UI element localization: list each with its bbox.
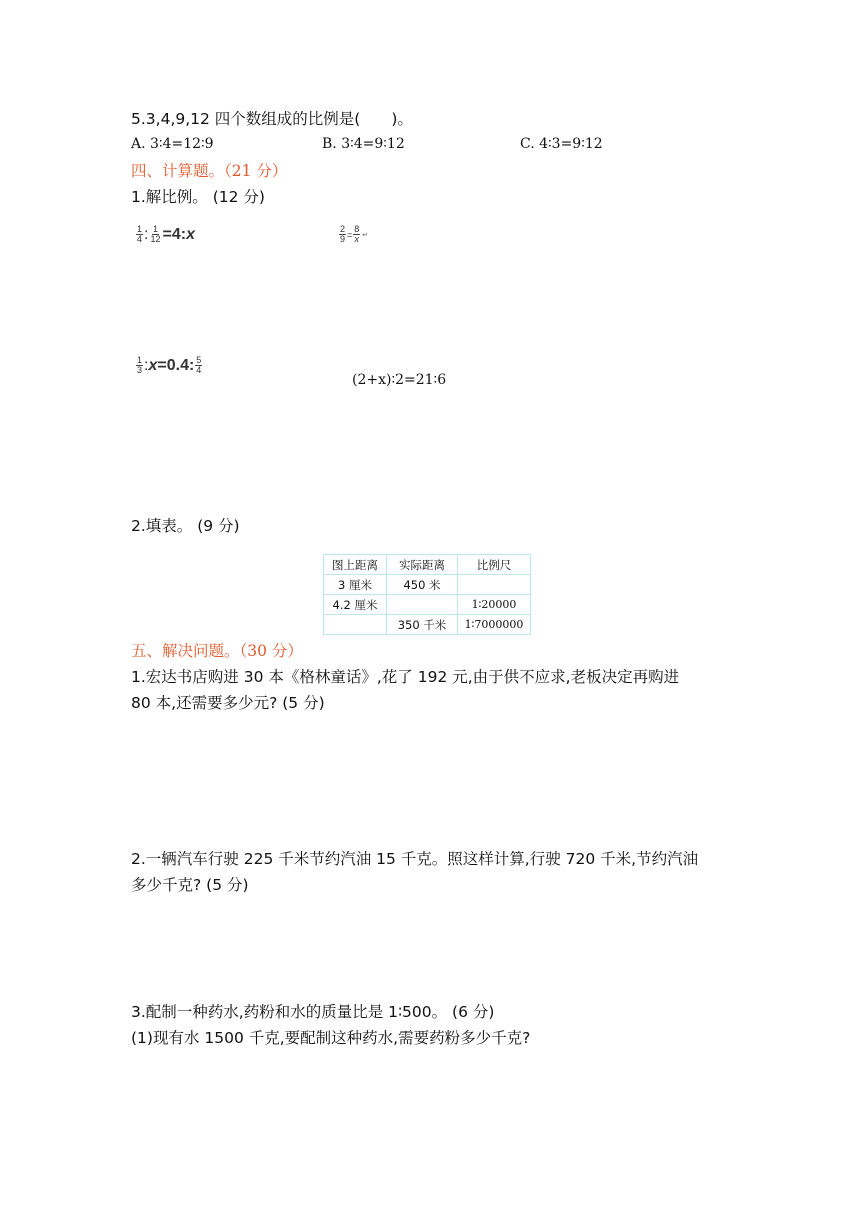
table-cell: 1∶7000000 (458, 615, 531, 635)
problem-1-line-2: 80 本,还需要多少元? (5 分) (131, 694, 325, 712)
fraction: $\frac{1}{3}$ (137, 355, 143, 375)
question-5-stem: 5.3,4,9,12 四个数组成的比例是( )。 (131, 110, 413, 128)
problem-2-line-2: 多少千克? (5 分) (131, 876, 249, 894)
table-cell: 4.2 厘米 (324, 595, 387, 615)
calc-q1-title: 1.解比例。 (12 分) (131, 188, 265, 206)
equation-1: $\frac{1}{4}$ : $\frac{1}{12}$ =4: x (137, 224, 195, 244)
fraction: $\frac{5}{4}$ (196, 355, 202, 375)
option-c: C. 4∶3=9∶12 (520, 136, 603, 152)
table-cell: 450 米 (387, 575, 458, 595)
table-header: 实际距离 (387, 555, 458, 575)
scale-table (323, 554, 531, 635)
option-b: B. 3∶4=9∶12 (322, 136, 405, 152)
table-cell: 350 千米 (387, 615, 458, 635)
return-mark-icon: ↵ (362, 231, 369, 239)
equation-3: $\frac{1}{3}$ : x =0.4: $\frac{5}{4}$ (137, 355, 202, 375)
problem-3-line-1: 3.配制一种药水,药粉和水的质量比是 1∶500。 (6 分) (131, 1003, 495, 1021)
table-header-row (324, 555, 531, 575)
section-5-title: 五、解决问题。（30 分） (131, 642, 303, 660)
fraction: $\frac{1}{4}$ (137, 224, 143, 244)
problem-3-sub-1: (1)现有水 1500 千克,要配制这种药水,需要药粉多少千克? (131, 1029, 531, 1047)
table-cell (387, 595, 458, 615)
problem-1-line-1: 1.宏达书店购进 30 本《格林童话》,花了 192 元,由于供不应求,老板决定再购进 (131, 668, 680, 686)
fraction: $\frac{2}{9}$ (340, 224, 346, 244)
table-header: 比例尺 (458, 555, 531, 575)
table-row (324, 595, 531, 615)
table-cell (458, 575, 531, 595)
table-row (324, 575, 531, 595)
calc-q2-title: 2.填表。 (9 分) (131, 517, 240, 535)
table-cell: 1∶20000 (458, 595, 531, 615)
equation-2: $\frac{2}{9}$ = $\frac{8}{x}$ ↵ (340, 224, 369, 244)
problem-2-line-1: 2.一辆汽车行驶 225 千米节约汽油 15 千克。照这样计算,行驶 720 千米,节约汽油 (131, 850, 699, 868)
section-4-title: 四、计算题。（21 分） (131, 162, 288, 180)
table-cell: 3 厘米 (324, 575, 387, 595)
fraction: $\frac{1}{12}$ (150, 224, 161, 244)
option-a: A. 3∶4=12∶9 (131, 136, 214, 152)
fraction: $\frac{8}{x}$ (354, 224, 360, 244)
table-header: 图上距离 (324, 555, 387, 575)
equation-4: (2+x)∶2=21∶6 (352, 372, 447, 388)
table-row (324, 615, 531, 635)
table-cell (324, 615, 387, 635)
